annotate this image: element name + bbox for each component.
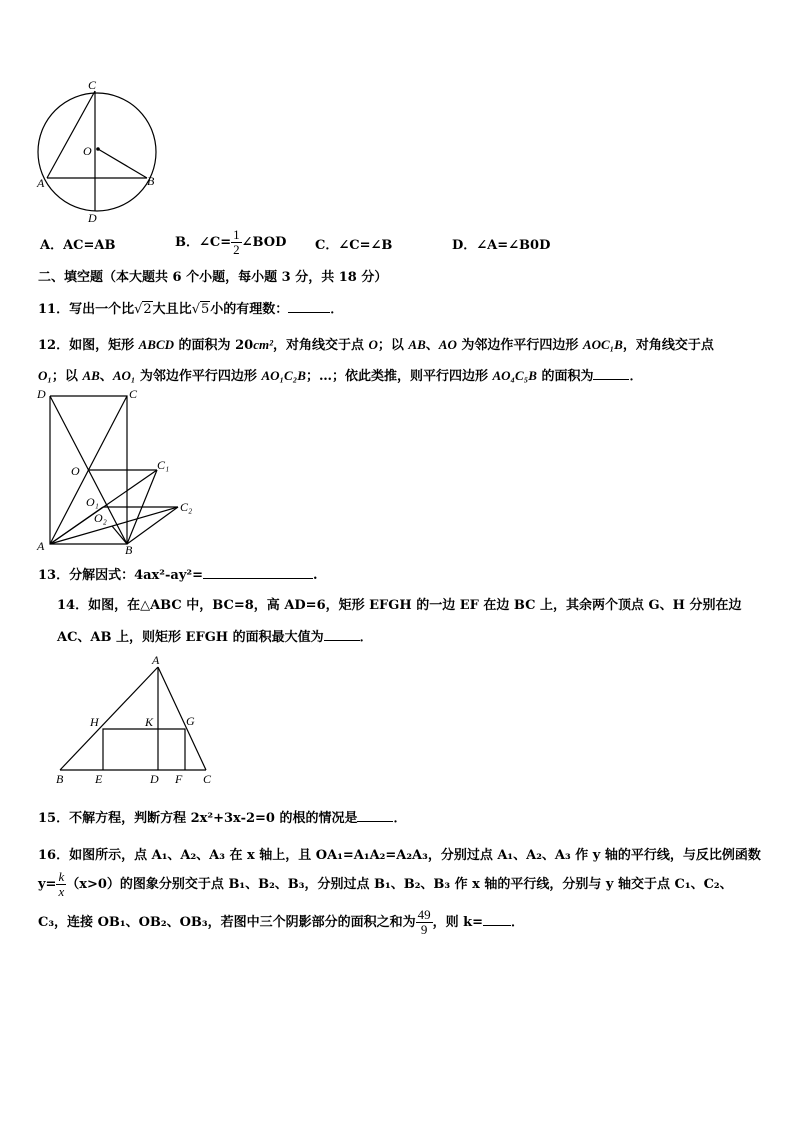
label-c2: C₂ bbox=[180, 500, 193, 514]
label-d: D bbox=[88, 211, 97, 225]
question-11: 11．写出一个比√2大且比√5小的有理数： ． bbox=[38, 302, 344, 317]
label-a: A bbox=[37, 539, 45, 553]
label-a: A bbox=[37, 176, 45, 190]
diagonal-ac2 bbox=[50, 507, 178, 544]
label-o: O bbox=[71, 464, 80, 478]
label-k: K bbox=[145, 715, 154, 729]
question-16-line2: y= $\frac{k}{x}$ （x>0）的图象分别交于点 B₁、B₂、B₃，分别过点 B₁、B₂、B₃ 作 x 轴的平行线，分别与 y 轴交于点 C₁、C₂、 bbox=[38, 869, 733, 899]
label-h: H bbox=[90, 715, 99, 729]
circle-figure bbox=[30, 75, 170, 225]
label-a: A bbox=[152, 653, 160, 667]
label-c: C bbox=[88, 78, 97, 92]
label-o1: O₁ bbox=[86, 495, 99, 509]
label-c: C bbox=[203, 772, 212, 786]
label-o2: O₂ bbox=[94, 511, 107, 525]
question-15: 15．不解方程，判断方程 2x²+3x-2=0 的根的情况是 ． bbox=[38, 811, 407, 826]
segment-ac bbox=[47, 91, 95, 178]
label-f: F bbox=[175, 772, 183, 786]
question-14-line2: AC、AB 上，则矩形 EFGH 的面积最大值为 ． bbox=[57, 630, 373, 645]
label-b: B bbox=[125, 543, 133, 556]
fraction-half: $\frac{1}{2}$ bbox=[233, 227, 240, 257]
label-g: G bbox=[186, 714, 195, 728]
triangle-figure bbox=[48, 652, 218, 786]
answer-blank bbox=[357, 820, 393, 822]
side-ac bbox=[158, 667, 206, 770]
rectangle-efgh bbox=[103, 729, 185, 770]
label-d: D bbox=[37, 387, 46, 401]
sqrt-5: √5 bbox=[191, 302, 210, 317]
label-c: C bbox=[129, 387, 138, 401]
label-c1: C₁ bbox=[157, 458, 170, 472]
section-title: 二、填空题（本大题共 6 个小题，每小题 3 分，共 18 分） bbox=[38, 270, 388, 285]
label-e: E bbox=[95, 772, 103, 786]
label-b: B bbox=[147, 174, 155, 188]
rectangle-figure bbox=[30, 384, 205, 556]
question-16-line3: C₃，连接 OB₁、OB₂、OB₃，若图中三个阴影部分的面积之和为 $\frac{49}{9}$ ，则 k= ． bbox=[38, 907, 525, 937]
answer-blank bbox=[324, 639, 360, 641]
option-d: D．∠A=∠B0D bbox=[452, 238, 551, 253]
label-b: B bbox=[56, 772, 64, 786]
option-b: B．∠C= $\frac{1}{2}$ ∠BOD bbox=[175, 227, 287, 257]
center-point bbox=[96, 147, 100, 151]
question-12-line2: O₁；以 AB、AO₁ 为邻边作平行四边形 AO₁C₂B；…；依此类推，则平行四边形 AO₄C₅B 的面积为 ． bbox=[38, 368, 643, 384]
answer-blank bbox=[203, 577, 313, 579]
sqrt-2: √2 bbox=[134, 302, 152, 317]
label-d: D bbox=[150, 772, 159, 786]
question-16-line1: 16．如图所示，点 A₁、A₂、A₃ 在 x 轴上，且 OA₁=A₁A₂=A₂A₃，分别过点 A₁、A₂、A₃ 作 y 轴的平行线，与反比例函数 bbox=[38, 848, 761, 863]
question-13: 13．分解因式：4ax²-ay²= . bbox=[38, 568, 318, 583]
side-ab bbox=[60, 667, 158, 770]
question-14-line1: 14．如图，在△ABC 中，BC=8，高 AD=6，矩形 EFGH 的一边 EF 在边 BC 上，其余两个顶点 G、H 分别在边 bbox=[57, 598, 742, 613]
option-c: C．∠C=∠B bbox=[315, 238, 393, 253]
answer-blank bbox=[288, 311, 330, 313]
answer-blank bbox=[483, 924, 511, 926]
question-12-line1: 12．如图，矩形 ABCD 的面积为 20cm²，对角线交于点 O；以 AB、AO 为邻边作平行四边形 AOC₁B，对角线交于点 bbox=[38, 337, 714, 353]
label-o: O bbox=[83, 144, 92, 158]
option-a: A．AC=AB bbox=[40, 238, 116, 253]
answer-blank bbox=[593, 378, 629, 380]
fraction-49-9: $\frac{49}{9}$ bbox=[417, 907, 431, 937]
circle-outline bbox=[38, 93, 156, 211]
fraction-k-over-x: $\frac{k}{x}$ bbox=[58, 869, 65, 899]
segment-ob bbox=[98, 149, 147, 178]
